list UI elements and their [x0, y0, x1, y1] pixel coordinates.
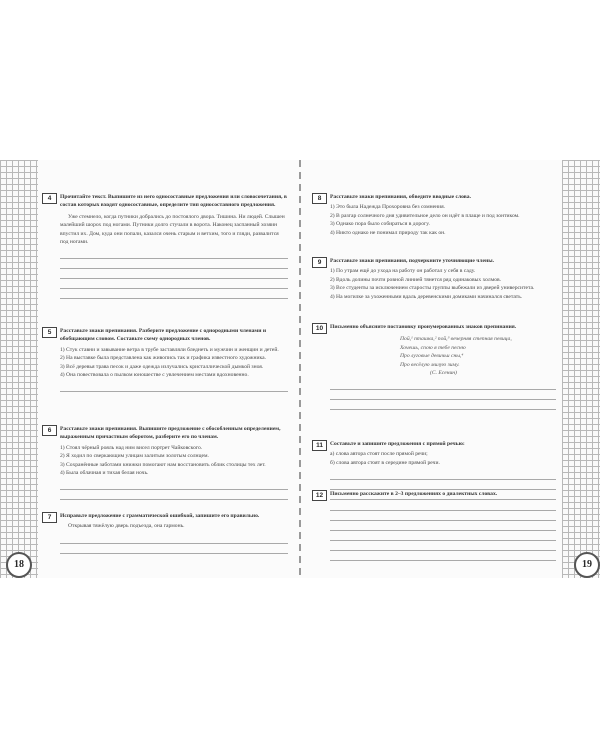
- task-question: Исправьте предложение с грамматической ошибкой, запишите его правильно.: [60, 513, 260, 519]
- task-5: [47, 327, 288, 392]
- list-item: 3) Все студенты за исключением старосты группы выбежали из дверей университета.: [330, 285, 535, 292]
- task-question: Письменно объясните постановку пронумерованных знаков препинания.: [330, 324, 517, 330]
- page-number-left: 18: [6, 552, 32, 578]
- right-grid-margin: [562, 160, 600, 578]
- task-question: Составьте и запишите предложения с прямой речью:: [330, 441, 465, 447]
- answer-lines[interactable]: [330, 501, 556, 561]
- task-number: 4: [42, 193, 57, 204]
- task-6: [47, 425, 288, 500]
- task-number: 10: [312, 323, 327, 334]
- poem-excerpt: [400, 335, 556, 377]
- task-number: 9: [312, 257, 327, 268]
- task-question: Расставьте знаки препинания, обведите вводные слова.: [330, 194, 471, 200]
- list-item: 1) Стоял чёрный рояль над ним висел портрет Чайковского.: [60, 444, 203, 451]
- poem-line: Пой,¹ пташка,² пой,³ вечерняя степная певица,: [400, 336, 512, 343]
- poem-line: Хочешь, спою я тебе песню: [400, 344, 466, 351]
- list-item: 3) Однако пора было собираться в дорогу.: [330, 221, 430, 228]
- list-item: 4) Никто однако не понимал природу так как он.: [330, 229, 446, 236]
- task-number: 6: [42, 425, 57, 436]
- list-item: 2) В разгар солнечного дня удивительное дело он идёт в плаще и под зонтиком.: [330, 212, 520, 219]
- answer-lines[interactable]: [60, 534, 288, 554]
- task-question: Письменно расскажите в 2–3 предложениях о диалектных словах.: [330, 491, 498, 497]
- task-number: 7: [42, 512, 57, 523]
- list-item: 3) Сохранённые заботами книжки помогают нам восстановить облик столицы тех лет.: [60, 461, 266, 468]
- answer-lines[interactable]: [60, 249, 288, 299]
- list-item: 1) Стук ставни и завывание ветра в трубе заставляли бледнеть и мужчин и женщин и детей.: [60, 346, 279, 353]
- task-12: [315, 490, 556, 561]
- task-number: 8: [312, 193, 327, 204]
- list-item: б) слова автора стоят в середине прямой речи.: [330, 459, 440, 466]
- list-item: 3) Всё деревья трава песок и даже одежда излучались кристаллической дымкой зноя.: [60, 363, 264, 370]
- poem-line: Про луговые девичьи сны,⁴: [400, 353, 464, 360]
- list-item: 4) Была облачная и тихая белая ночь.: [60, 470, 149, 477]
- list-item: 2) На выставке была представлена как живопись так и графика известного художника.: [60, 355, 266, 362]
- list-item: а) слова автора стоят после прямой речи;: [330, 451, 428, 458]
- task-text: Уже стемнело, когда путники добрались до постоялого двора. Тишина. Ни людей. Слышен малейший шорох под ногами. Путники долго стучали в ворота. Наконец заспанный хозяин впустил их. Дом, куда они попали, казался очень старым и ветхим, того и гляди, развалится под ногами.: [60, 213, 285, 246]
- list-item: 1) Это была Надежда Прохоровна без сомнения.: [330, 204, 446, 211]
- task-number: 11: [312, 440, 327, 451]
- task-9: [317, 257, 556, 301]
- page-fold-dashed-line: [299, 160, 301, 578]
- poem-author: (С. Есенин): [430, 370, 457, 377]
- task-text: Открывая тяжёлую дверь подъезда, она гармонь.: [68, 523, 185, 530]
- left-grid-margin: [0, 160, 38, 578]
- task-10: [315, 323, 556, 410]
- list-item: 4) Она повествовала о пылком юношестве с увлечением местами вдохновенно.: [60, 372, 249, 379]
- task-question: Расставьте знаки препинания, подчеркните уточняющие члены.: [330, 258, 494, 264]
- task-number: 12: [312, 490, 327, 501]
- task-question: Расставьте знаки препинания. Разберите предложение с однородными членами и обобщающим словом. Составьте схему однородных членов.: [60, 328, 267, 343]
- list-item: 1) По утрам ещё до ухода на работу он работал у себя в саду.: [330, 268, 476, 275]
- answer-lines[interactable]: [60, 480, 288, 500]
- task-8: [317, 193, 556, 237]
- answer-lines[interactable]: [60, 382, 288, 392]
- task-question: Расставьте знаки препинания. Выпишите предложение с обособленным определением, выраженным причастным оборотом, разберите его по членам.: [60, 426, 281, 441]
- task-4: [47, 193, 288, 299]
- answer-lines[interactable]: [330, 380, 556, 410]
- list-item: 2) Я ходил по сверкающим улицам залитым золотым солнцем.: [60, 453, 209, 460]
- list-item: 4) На могилке за ухоженными вдаль деревенскими домиками начинался светать.: [330, 293, 523, 300]
- task-question: Прочитайте текст. Выпишите из него односоставные предложения или словосочетания, в состав которых входят односоставные, определите тип односоставного предложения.: [60, 194, 287, 209]
- task-number: 5: [42, 327, 57, 338]
- list-item: 2) Вдоль долины почти ровной линией тянется ряд одинаковых холмов.: [330, 276, 502, 283]
- page-number-right: 19: [574, 552, 600, 578]
- task-7: [47, 512, 288, 554]
- poem-line: Про весёлую милую зиму.: [400, 361, 460, 368]
